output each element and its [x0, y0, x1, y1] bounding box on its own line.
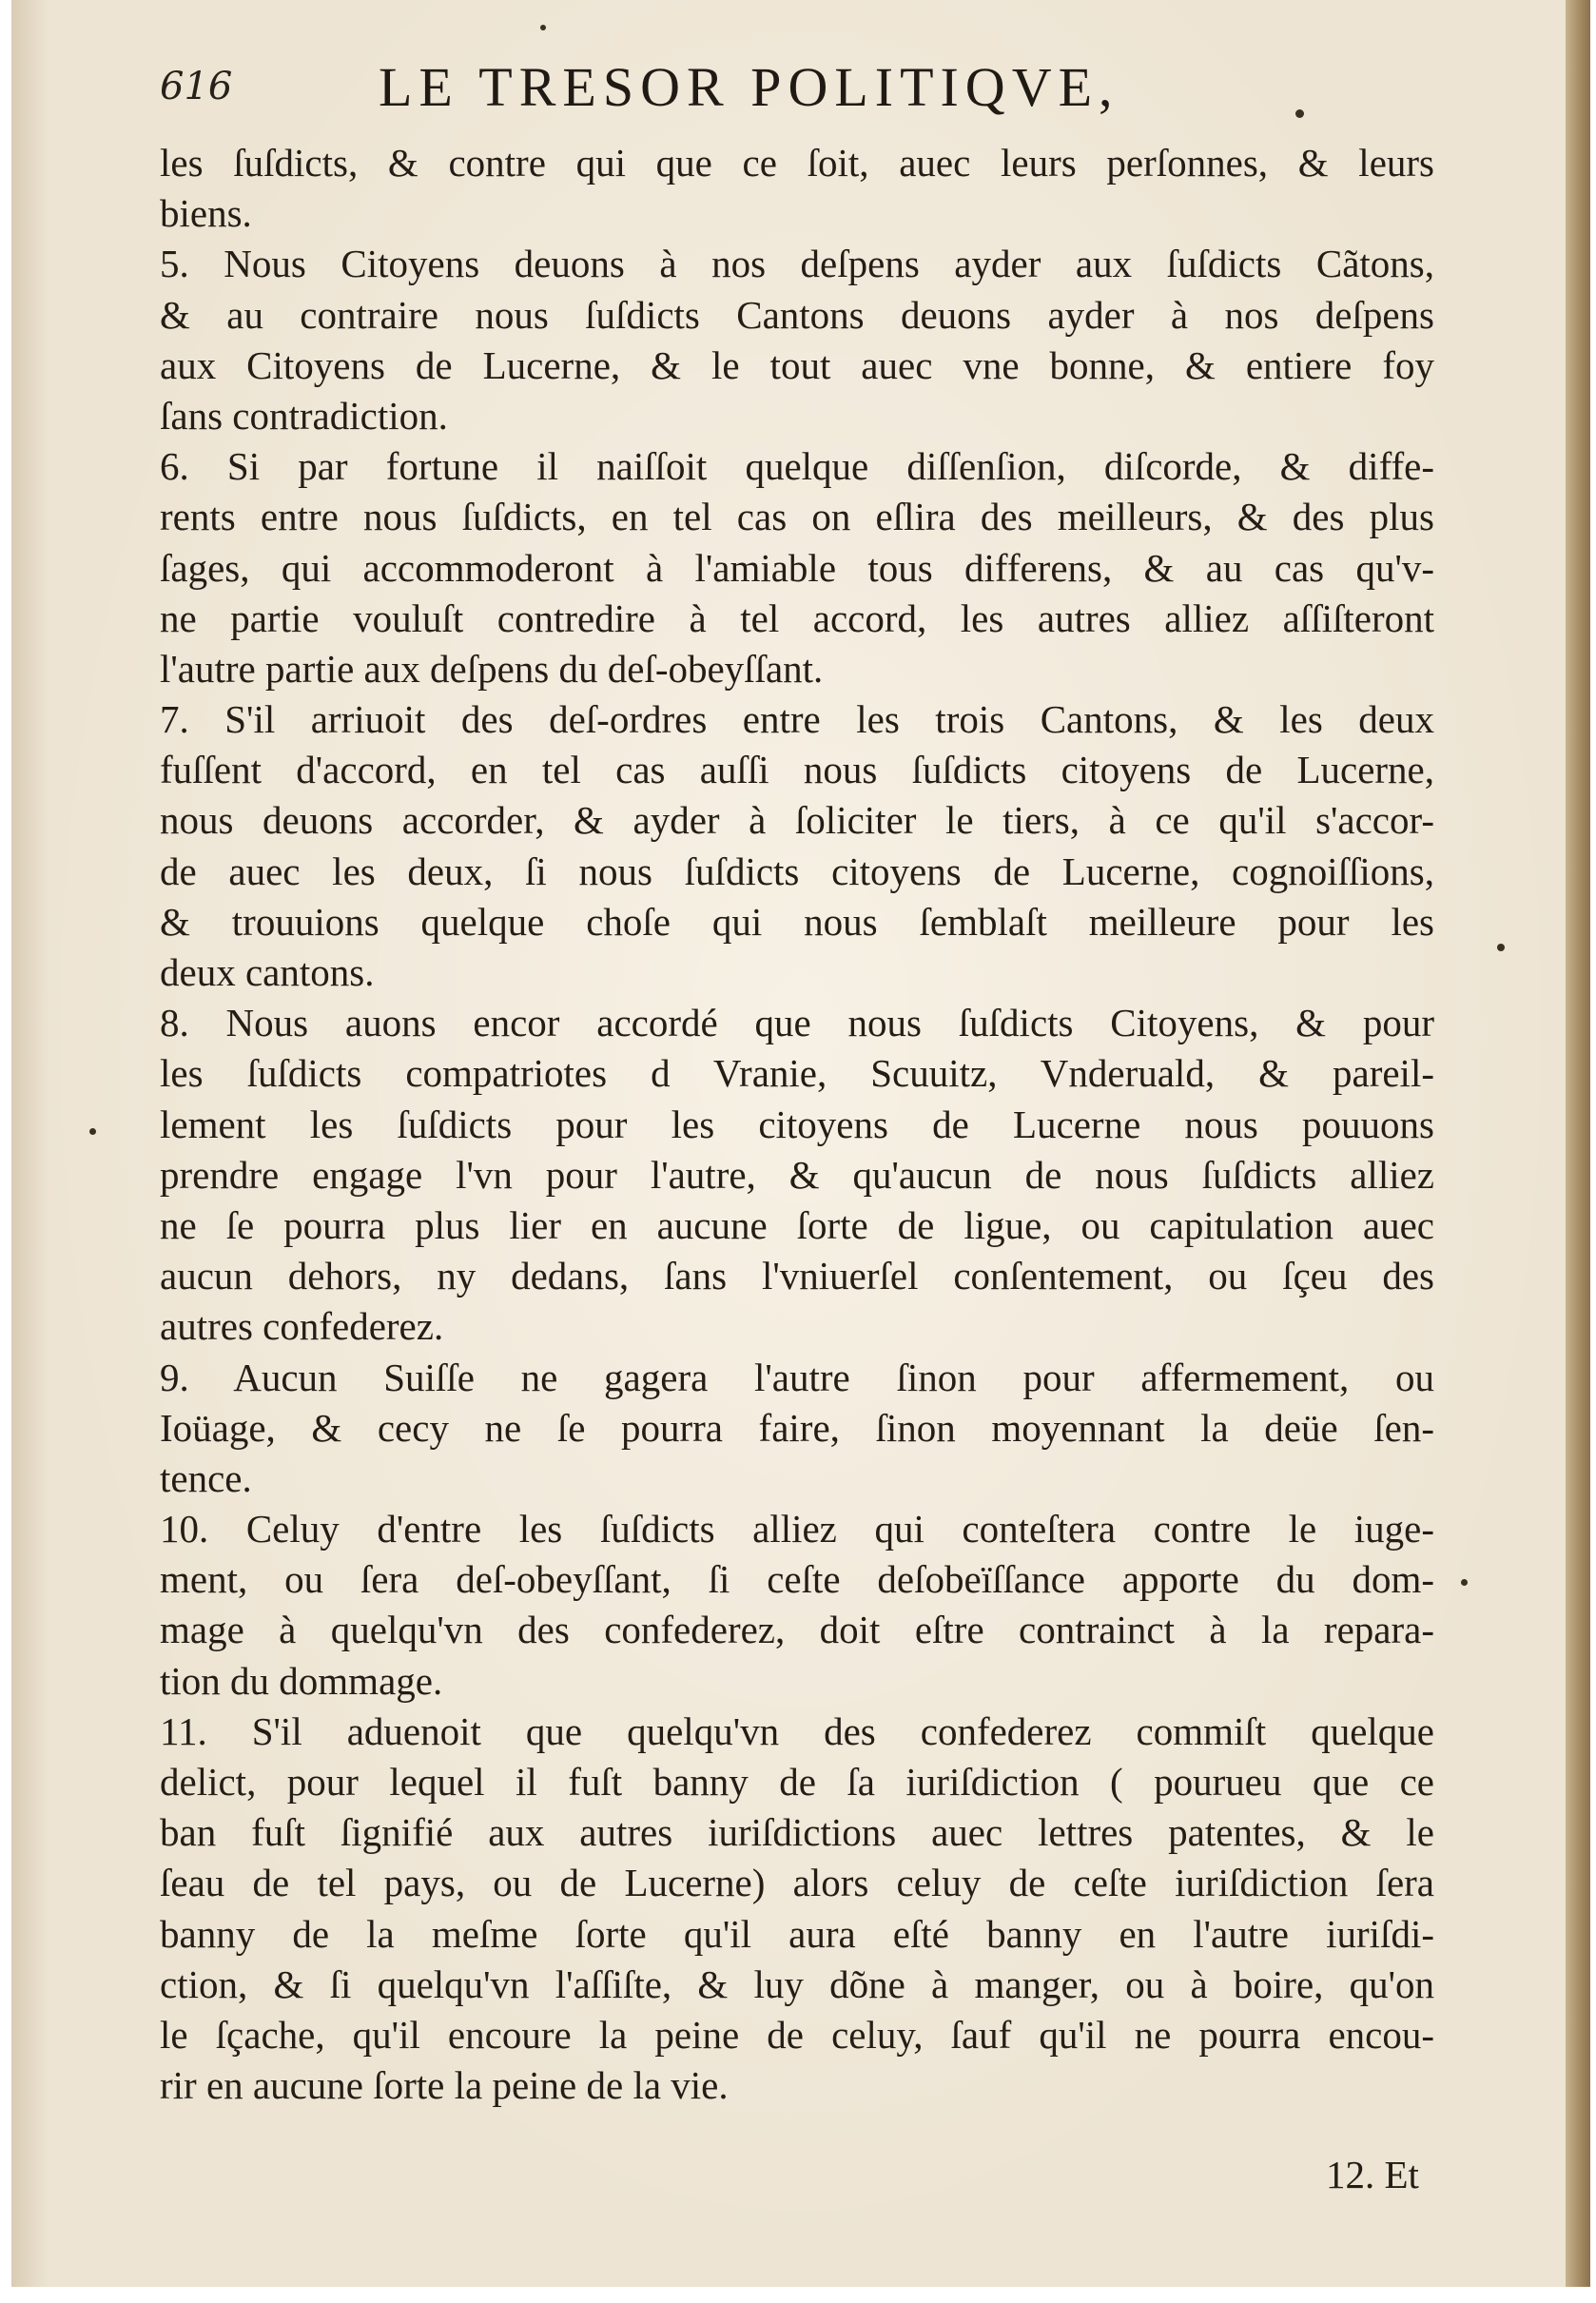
- text-line: 10. Celuy d'entre les ſuſdicts alliez qui conteſtera contre le iuge-: [160, 1507, 1434, 1552]
- catchword: 12. Et: [1326, 2153, 1419, 2196]
- text-line: mage à quelqu'vn des confederez, doit eſtre contrainct à la repara-: [160, 1608, 1434, 1652]
- text-line: & au contraire nous ſuſdicts Cantons deuons ayder à nos deſpens: [160, 292, 1434, 337]
- text-line: 8. Nous auons encor accordé que nous ſuſdicts Citoyens, & pour: [160, 1001, 1434, 1045]
- text-line: ſeau de tel pays, ou de Lucerne) alors celuy de ceſte iuriſdiction ſera: [160, 1861, 1434, 1905]
- text-line: aux Citoyens de Lucerne, & le tout auec vne bonne, & entiere foy: [160, 342, 1434, 387]
- text-line: autres confederez.: [160, 1304, 444, 1349]
- text-line: & trouuions quelque choſe qui nous ſemblaſt meilleure pour les: [160, 899, 1434, 944]
- text-line: 6. Si par fortune il naiſſoit quelque diſſenſion, diſcorde, & diffe-: [160, 444, 1434, 489]
- text-line: Ioüage, & cecy ne ſe pourra faire, ſinon moyennant la deüe ſen-: [160, 1405, 1434, 1450]
- text-line: 11. S'il aduenoit que quelqu'vn des confederez commiſt quelque: [160, 1708, 1434, 1753]
- text-line: le ſçache, qu'il encoure la peine de celuy, ſauf qu'il ne pourra encou-: [160, 2012, 1434, 2057]
- running-title: LE TRESOR POLITIQVE,: [379, 56, 1119, 118]
- text-line: aucun dehors, ny dedans, ſans l'vniuerſel conſentement, ou ſçeu des: [160, 1254, 1434, 1298]
- text-line: les ſuſdicts, & contre qui que ce ſoit, auec leurs perſonnes, & leurs: [160, 141, 1434, 185]
- text-line: deux cantons.: [160, 950, 375, 994]
- text-line: 5. Nous Citoyens deuons à nos deſpens ayder aux ſuſdicts Cãtons,: [160, 242, 1434, 286]
- text-line: delict, pour lequel il fuſt banny de ſa iuriſdiction ( pourueu que ce: [160, 1760, 1434, 1804]
- text-line: tence.: [160, 1455, 252, 1500]
- text-line: les ſuſdicts compatriotes d Vranie, Scuuitz, Vnderuald, & pareil-: [160, 1051, 1434, 1096]
- ink-speck: [89, 1128, 96, 1135]
- text-line: nous deuons accorder, & ayder à ſoliciter le tiers, à ce qu'il s'accor-: [160, 798, 1434, 843]
- text-line: banny de la meſme ſorte qu'il aura eſté banny en l'autre iuriſdi-: [160, 1911, 1434, 1956]
- page-header: [160, 55, 1339, 131]
- ink-speck: [1461, 1579, 1468, 1586]
- ink-speck: [1497, 944, 1505, 951]
- text-line: ban fuſt ſignifié aux autres iuriſdictions auec lettres patentes, & le: [160, 1810, 1434, 1855]
- text-line: rir en aucune ſorte la peine de la vie.: [160, 2063, 729, 2108]
- text-line: l'autre partie aux deſpens du deſ-obeyſſant.: [160, 646, 824, 691]
- scan-margin: [11, 2287, 1590, 2303]
- page-number: 616: [160, 65, 233, 108]
- page-edge: [1566, 0, 1590, 2287]
- text-line: ment, ou ſera deſ-obeyſſant, ſi ceſte deſobeïſſance apporte du dom-: [160, 1557, 1434, 1602]
- text-line: tion du dommage.: [160, 1658, 443, 1703]
- text-line: ne ſe pourra plus lier en aucune ſorte de ligue, ou capitulation auec: [160, 1202, 1434, 1247]
- text-line: prendre engage l'vn pour l'autre, & qu'aucun de nous ſuſdicts alliez: [160, 1152, 1434, 1197]
- text-line: ne partie vouluſt contredire à tel accord, les autres alliez aſſiſteront: [160, 595, 1434, 640]
- text-line: lement les ſuſdicts pour les citoyens de Lucerne nous pouuons: [160, 1102, 1434, 1146]
- text-line: ſages, qui accommoderont à l'amiable tous differens, & au cas qu'v-: [160, 545, 1434, 590]
- text-line: biens.: [160, 191, 252, 236]
- text-line: 7. S'il arriuoit des deſ-ordres entre les trois Cantons, & les deux: [160, 697, 1434, 742]
- text-line: ction, & ſi quelqu'vn l'aſſiſte, & luy dõne à manger, ou à boire, qu'on: [160, 1961, 1434, 2006]
- text-line: rents entre nous ſuſdicts, en tel cas on eſlira des meilleurs, & des plus: [160, 495, 1434, 539]
- text-line: de auec les deux, ſi nous ſuſdicts citoyens de Lucerne, cognoiſſions,: [160, 849, 1434, 893]
- ink-speck: [540, 25, 546, 30]
- text-line: ſans contradiction.: [160, 393, 448, 438]
- body-text: [160, 138, 1434, 2111]
- text-line: 9. Aucun Suiſſe ne gagera l'autre ſinon pour affermement, ou: [160, 1355, 1434, 1399]
- text-line: fuſſent d'accord, en tel cas auſſi nous ſuſdicts citoyens de Lucerne,: [160, 748, 1434, 792]
